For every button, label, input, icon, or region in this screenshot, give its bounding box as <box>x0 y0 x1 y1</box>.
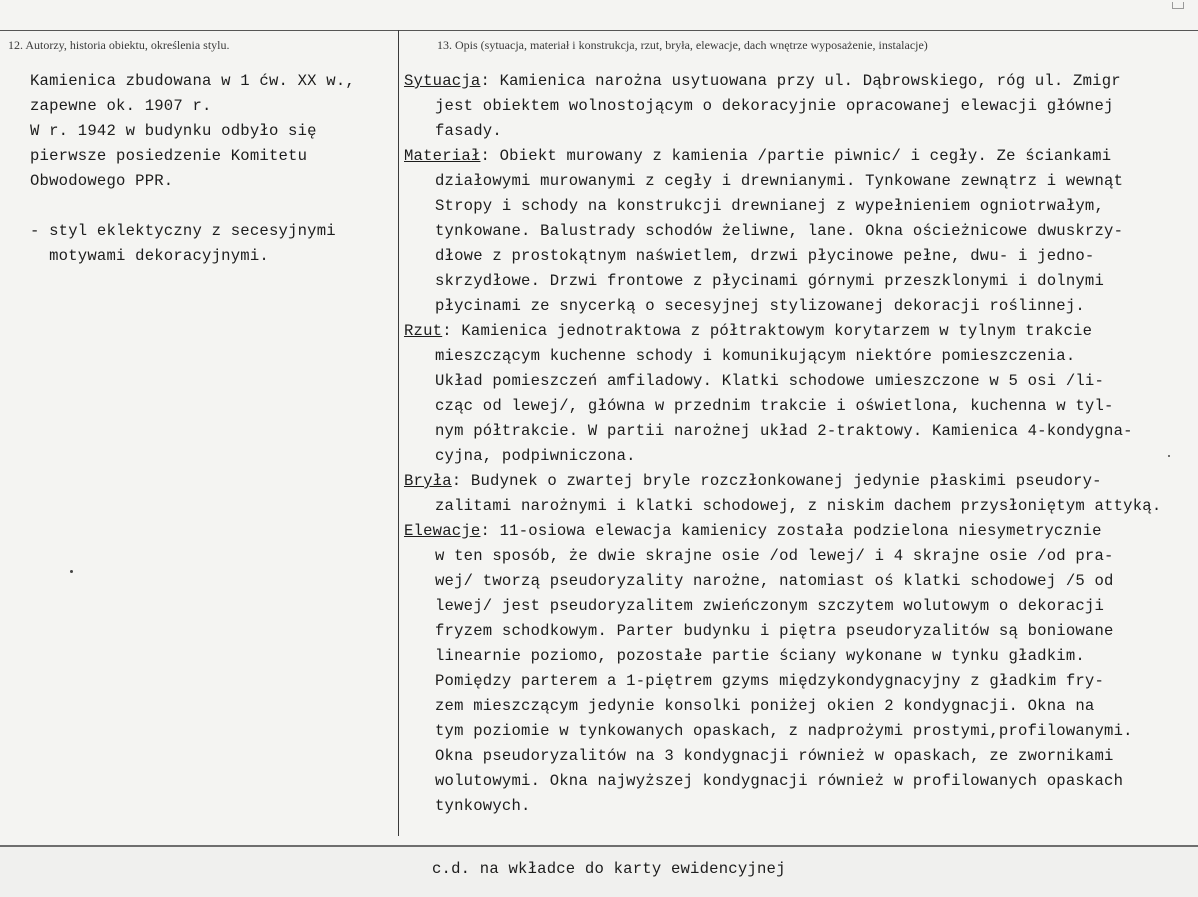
line-text: fryzem schodkowym. Parter budynku i piętra pseudoryzalitów są boniowane <box>435 622 1114 640</box>
line-text: wolutowymi. Okna najwyższej kondygnacji również w profilowanych opaskach <box>435 772 1124 790</box>
description-line <box>404 94 1161 119</box>
line-text: zalitami narożnymi i klatki schodowej, z niskim dachem przysłoniętym attyką. <box>435 497 1162 515</box>
line-text: : Kamienica jednotraktowa z półtraktowym korytarzem w tylnym trakcie <box>442 322 1093 340</box>
description-line <box>404 744 1161 769</box>
description-line <box>404 494 1161 519</box>
line-text: Okna pseudoryzalitów na 3 kondygnacji również w opaskach, ze zwornikami <box>435 747 1114 765</box>
history-line: - styl eklektyczny z secesyjnymi <box>30 222 336 240</box>
history-line: zapewne ok. 1907 r. <box>30 97 212 115</box>
line-text: tynkowych. <box>435 797 531 815</box>
history-line: Kamienica zbudowana w 1 ćw. XX w., <box>30 72 355 90</box>
description-line <box>404 219 1161 244</box>
history-line: Obwodowego PPR. <box>30 172 174 190</box>
description-line <box>404 144 1161 169</box>
line-text: : 11-osiowa elewacja kamienicy została podzielona niesymetrycznie <box>480 522 1102 540</box>
line-text: tym poziomie w tynkowanych opaskach, z nadprożymi prostymi,profilowanymi. <box>435 722 1133 740</box>
description-line <box>404 594 1161 619</box>
description-line <box>404 619 1161 644</box>
line-text: fasady. <box>435 122 502 140</box>
section-label: Elewacje <box>404 522 481 540</box>
line-text: zem mieszczącym jedynie konsolki poniżej okien 2 kondygnacji. Okna na <box>435 697 1095 715</box>
description-line <box>404 169 1161 194</box>
description-line <box>404 669 1161 694</box>
description-line <box>404 569 1161 594</box>
description-line <box>404 344 1161 369</box>
line-text: dłowe z prostokątnym naświetlem, drzwi płycinowe pełne, dwu- i jedno- <box>435 247 1095 265</box>
description-line <box>404 419 1161 444</box>
line-text: Stropy i schody na konstrukcji drewnianej z wypełnieniem ogniotrwałym, <box>435 197 1105 215</box>
description-line <box>404 244 1161 269</box>
corner-punch-mark <box>1172 2 1184 9</box>
continuation-note: c.d. na wkładce do karty ewidencyjnej <box>432 860 786 878</box>
description-line <box>404 294 1161 319</box>
description-line <box>404 469 1161 494</box>
description-line <box>404 444 1161 469</box>
description-line <box>404 769 1161 794</box>
line-text: : Budynek o zwartej bryle rozczłonkowanej jedynie płaskimi pseudory- <box>451 472 1102 490</box>
ink-speck <box>1168 455 1170 457</box>
description-line <box>404 519 1161 544</box>
section-label: Rzut <box>404 322 443 340</box>
line-text: linearnie poziomo, pozostałe partie ściany wykonane w tynku gładkim. <box>435 647 1085 665</box>
section-label: Bryła <box>404 472 452 490</box>
line-text: wej/ tworzą pseudoryzality narożne, natomiast oś klatki schodowej /5 od <box>435 572 1114 590</box>
line-text: : Kamienica narożna usytuowana przy ul. Dąbrowskiego, róg ul. Zmigr <box>480 72 1121 90</box>
history-line <box>30 194 355 219</box>
line-text: Układ pomieszczeń amfiladowy. Klatki schodowe umieszczone w 5 osi /li- <box>435 372 1105 390</box>
header-rule <box>0 30 1198 31</box>
description-line <box>404 319 1161 344</box>
line-text: skrzydłowe. Drzwi frontowe z płycinami górnymi przeszklonymi i dolnymi <box>435 272 1105 290</box>
description-line <box>404 394 1161 419</box>
line-text: lewej/ jest pseudoryzalitem zwieńczonym szczytem wolutowym o dekoracji <box>435 597 1105 615</box>
description-line <box>404 644 1161 669</box>
section-12-header: 12. Autorzy, historia obiektu, określenia stylu. <box>8 38 230 52</box>
column-divider <box>398 30 399 836</box>
history-column <box>30 69 355 269</box>
section-label: Sytuacja <box>404 72 481 90</box>
description-column <box>404 69 1161 819</box>
line-text: płycinami ze snycerką o secesyjnej stylizowanej dekoracji roślinnej. <box>435 297 1085 315</box>
description-line <box>404 694 1161 719</box>
line-text: mieszczącym kuchenne schody i komunikującym niektóre pomieszczenia. <box>435 347 1076 365</box>
line-text: jest obiektem wolnostojącym o dekoracyjnie opracowanej elewacji głównej <box>435 97 1114 115</box>
section-label: Materiał <box>404 147 481 165</box>
line-text: tynkowane. Balustrady schodów żeliwne, lane. Okna ościeżnicowe dwuskrzy- <box>435 222 1124 240</box>
line-text: Pomiędzy parterem a 1-piętrem gzyms międzykondygnacyjny z gładkim fry- <box>435 672 1105 690</box>
description-line <box>404 369 1161 394</box>
line-text: nym półtrakcie. W partii narożnej układ 2-traktowy. Kamienica 4-kondygna- <box>435 422 1133 440</box>
history-line: motywami dekoracyjnymi. <box>30 247 269 265</box>
section-13-header: 13. Opis (sytuacja, materiał i konstrukcja, rzut, bryła, elewacje, dach wnętrze wyposażenie, instalacje) <box>437 38 928 52</box>
description-line <box>404 719 1161 744</box>
description-line <box>404 794 1161 819</box>
description-line <box>404 544 1161 569</box>
line-text: cząc od lewej/, główna w przednim trakcie i oświetlona, kuchenna w tyl- <box>435 397 1114 415</box>
line-text: : Obiekt murowany z kamienia /partie piwnic/ i cegły. Ze ściankami <box>480 147 1112 165</box>
line-text: cyjna, podpiwniczona. <box>435 447 636 465</box>
history-line: W r. 1942 w budynku odbyło się <box>30 122 317 140</box>
ink-speck <box>70 570 73 573</box>
description-line <box>404 119 1161 144</box>
history-line: pierwsze posiedzenie Komitetu <box>30 147 308 165</box>
description-line <box>404 69 1161 94</box>
line-text: działowymi murowanymi z cegły i drewnianymi. Tynkowane zewnątrz i wewnąt <box>435 172 1124 190</box>
line-text: w ten sposób, że dwie skrajne osie /od lewej/ i 4 skrajne osie /od pra- <box>435 547 1114 565</box>
description-line <box>404 194 1161 219</box>
description-line <box>404 269 1161 294</box>
